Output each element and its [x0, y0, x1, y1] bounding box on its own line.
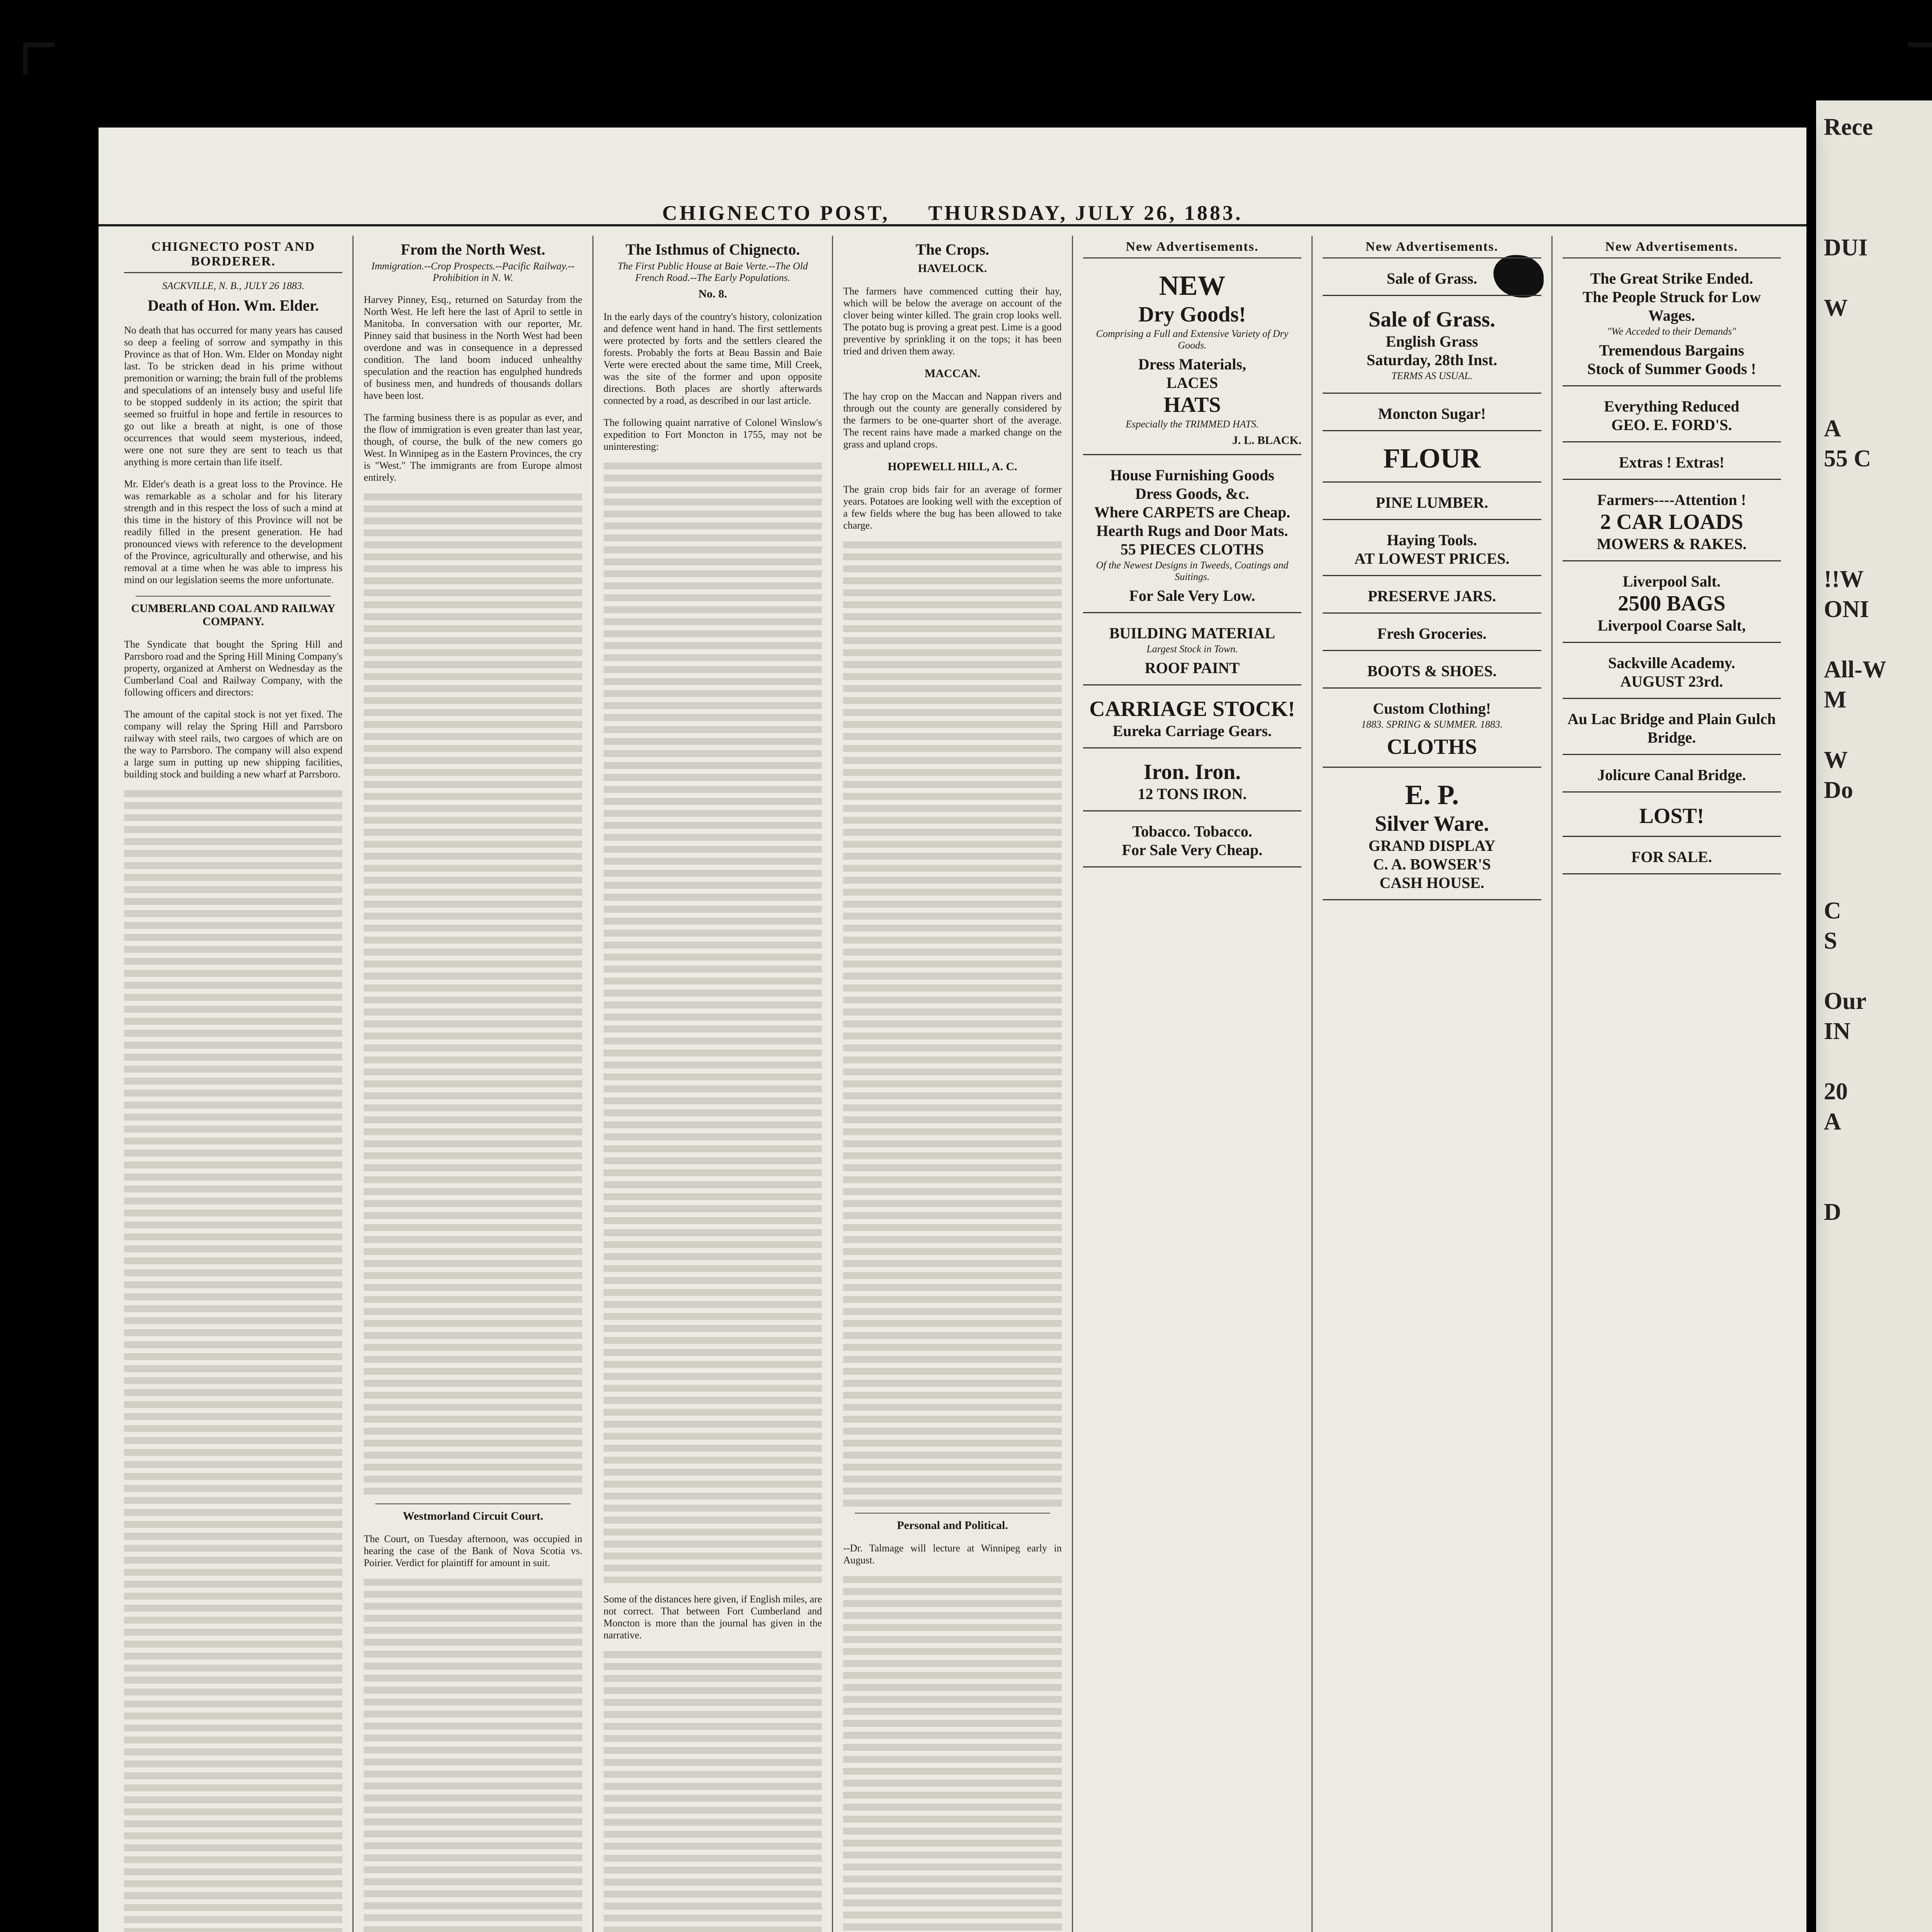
- advertisement-moncton-sugar: [1323, 401, 1541, 431]
- divider: [375, 1503, 570, 1504]
- ad-headline: PRESERVE JARS.: [1367, 587, 1496, 605]
- ad-headline: Hearth Rugs and Door Mats.: [1096, 522, 1288, 539]
- advertisement-iron: [1083, 755, 1301, 811]
- ad-headline: Au Lac Bridge and Plain Gulch Bridge.: [1567, 710, 1776, 746]
- section-place: HAVELOCK.: [918, 262, 987, 275]
- article-paragraph: The Court, on Tuesday afternoon, was occupied in hearing the case of the Bank of Nova Scotia vs. Poirier. Verdict for plaintiff for amount in suit.: [364, 1533, 582, 1568]
- article-paragraph: The farmers have commenced cutting their hay, which will be below the average on account of the clover being winter killed. The grain crop looks well. The potato bug is proving a great pest. Lime is a good preventive by sprinkling it on the tops; it has been tried and driven them away.: [843, 286, 1062, 357]
- advertisement-house-furnishing: [1083, 462, 1301, 613]
- column-1: [114, 236, 354, 1932]
- article-paragraph: The Syndicate that bought the Spring Hill and Parrsboro road and the Spring Hill Mining Company's property, organized at Amherst on Wednesday as the Cumberland Coal and Railway Company, with the following officers and directors:: [124, 639, 343, 698]
- advertisement-silver-ware: [1323, 775, 1541, 900]
- article-number: No. 8.: [698, 287, 727, 300]
- ad-subline: The People Struck for Low Wages.: [1582, 288, 1761, 324]
- ad-subline: C. A. BOWSER'S: [1373, 855, 1491, 873]
- column-5: [1073, 236, 1313, 1932]
- column-header: New Advertisements.: [1083, 236, 1301, 259]
- advertisement-sale-of-grass-2: [1323, 303, 1541, 394]
- text-block: [124, 790, 342, 1932]
- article-paragraph: Mr. Elder's death is a great loss to the Province. He was remarkable as a scholar and for his literary strength and in this respect the loss of such a mind at this time in the history of this Province will not be readily filled in the present generation. He had pronounced views with reference to the development of the Province, agriculturally and otherwise, and his removal at a time when he was able to impress his mind on our legislation seems the more unfortunate.: [124, 478, 343, 585]
- article-paragraph: The hay crop on the Maccan and Nappan rivers and through out the county are generally considered by the farmers to be one-quarter short of the average. The recent rains have made a marked change on the grass and upland crops.: [843, 391, 1062, 450]
- ad-subline: Comprising a Full and Extensive Variety of Dry Goods.: [1096, 328, 1289, 351]
- registration-mark-top-right: [1908, 43, 1932, 74]
- ad-headline: Iron. Iron.: [1143, 760, 1241, 784]
- ad-headline: BUILDING MATERIAL: [1109, 624, 1276, 642]
- article-paragraph: Harvey Pinney, Esq., returned on Saturday from the North West. He left here the last of April to settle in Manitoba. In conversation with our reporter, Mr. Pinney said that business in the North West had been overdone and was in consequence in a depressed condition. The land boom induced unhealthy speculation and the reaction has engulphed hundreds of business men, and hundreds of thousands dollars have been lost.: [364, 294, 582, 401]
- ad-signature: J. L. BLACK.: [1232, 434, 1302, 447]
- ad-headline: House Furnishing Goods: [1110, 466, 1274, 484]
- paper-name: CHIGNECTO POST AND BORDERER.: [124, 236, 342, 273]
- advertisement-building-material: [1083, 620, 1301, 685]
- article-title: CUMBERLAND COAL AND RAILWAY COMPANY.: [131, 602, 336, 628]
- dateline: SACKVILLE, N. B., JULY 26 1883.: [162, 280, 304, 291]
- ad-headline: Extras ! Extras!: [1619, 454, 1725, 471]
- ad-headline: LACES: [1166, 374, 1218, 391]
- advertisement-fresh-groceries: [1323, 621, 1541, 651]
- section-place: HOPEWELL HILL, A. C.: [888, 460, 1017, 473]
- ad-headline: 2 CAR LOADS: [1600, 510, 1743, 534]
- column-4: [833, 236, 1073, 1932]
- ad-headline: E. P.: [1405, 779, 1459, 810]
- ad-headline: Dry Goods!: [1138, 303, 1246, 327]
- ad-headline: For Sale Very Low.: [1129, 587, 1255, 604]
- ad-headline: FOR SALE.: [1631, 848, 1712, 866]
- ad-subline: 1883. SPRING & SUMMER. 1883.: [1361, 719, 1503, 730]
- masthead: [99, 201, 1806, 226]
- ad-headline: 55 PIECES CLOTHS: [1120, 541, 1264, 558]
- ad-headline: BOOTS & SHOES.: [1367, 662, 1497, 680]
- columns: [114, 236, 1791, 1932]
- advertisement-liverpool-salt: [1563, 568, 1781, 643]
- text-block: [604, 463, 822, 1583]
- ad-headline: Sale of Grass.: [1368, 308, 1495, 332]
- article-paragraph: The following quaint narrative of Colonel Winslow's expedition to Fort Moncton in 1755, may not be uninteresting:: [603, 417, 822, 452]
- article-subtitle: Immigration.--Crop Prospects.--Pacific Railway.--Prohibition in N. W.: [371, 260, 575, 283]
- ad-headline: Sale of Grass.: [1386, 270, 1478, 287]
- registration-mark-top-left: [23, 43, 55, 74]
- text-block: [364, 493, 582, 1498]
- ad-subline: For Sale Very Cheap.: [1122, 841, 1263, 859]
- ad-subline: 12 TONS IRON.: [1138, 785, 1247, 803]
- ad-headline: FLOUR: [1383, 443, 1481, 474]
- ad-subline: GRAND DISPLAY: [1368, 837, 1496, 854]
- advertisement-preserve-jars: [1323, 583, 1541, 614]
- article-paragraph: The farming business there is as popular as ever, and the flow of immigration is even greater than last year, though, of course, the bulk of the new comers go West. In Winnipeg as in the Eastern Provinces, the cry is "West." The immigrants are from Europe almost entirely.: [364, 412, 582, 483]
- advertisement-au-lac-bridge: [1563, 706, 1781, 755]
- ad-subline: AUGUST 23rd.: [1620, 673, 1723, 690]
- ad-headline: Dress Goods, &c.: [1135, 485, 1249, 502]
- ad-headline: Tremendous Bargains: [1599, 342, 1744, 359]
- ad-headline: Silver Ware.: [1375, 812, 1489, 836]
- ad-subline: Saturday, 28th Inst.: [1366, 351, 1497, 369]
- advertisement-dry-goods: [1083, 265, 1301, 455]
- column-2: [354, 236, 593, 1932]
- ad-headline: Where CARPETS are Cheap.: [1094, 503, 1291, 521]
- advertisement-sale-of-grass: [1323, 265, 1541, 296]
- advertisement-pine-lumber: [1323, 490, 1541, 520]
- section-place: MACCAN.: [924, 367, 981, 380]
- column-6: [1313, 236, 1552, 1932]
- ad-headline: LOST!: [1639, 804, 1704, 828]
- ad-subline: Liverpool Coarse Salt,: [1597, 617, 1746, 634]
- advertisement-for-sale: [1563, 844, 1781, 874]
- ad-headline: Fresh Groceries.: [1377, 625, 1487, 642]
- article-paragraph: In the early days of the country's history, colonization and defence went hand in hand. The first settlements were protected by forts and the settlers cleared the forests. Probably the forts at Beau Bassin and Baie Verte were erected about the same time, Mill Creek, was the site of the former and upon opposite directions. Both places are shortly afterwards connected by a road, as described in our last article.: [603, 311, 822, 406]
- advertisement-jolicure-bridge: [1563, 762, 1781, 793]
- ad-terms: TERMS AS USUAL.: [1391, 370, 1473, 381]
- ad-headline: Everything Reduced: [1604, 398, 1740, 415]
- ad-headline: Dress Materials,: [1138, 355, 1246, 373]
- ad-subline: GEO. E. FORD'S.: [1611, 416, 1732, 434]
- ad-subline: CASH HOUSE.: [1379, 874, 1485, 891]
- article-paragraph: The grain crop bids fair for an average of former years. Potatoes are looking well with the exception of a few fields where the bug has been allowed to take charge.: [843, 484, 1062, 531]
- article-title: Death of Hon. Wm. Elder.: [148, 297, 319, 314]
- article-paragraph: --Dr. Talmage will lecture at Winnipeg early in August.: [843, 1543, 1062, 1566]
- advertisement-everything-reduced: [1563, 393, 1781, 442]
- ad-headline: Eureka Carriage Gears.: [1112, 722, 1272, 740]
- advertisement-farmers-attention: [1563, 487, 1781, 561]
- ad-headline: CLOTHS: [1387, 735, 1477, 759]
- text-block: [364, 1579, 582, 1932]
- ad-headline: NEW: [1159, 270, 1226, 301]
- advertisement-tobacco: [1083, 818, 1301, 867]
- advertisement-sackville-academy: [1563, 650, 1781, 699]
- ad-headline: HATS: [1163, 393, 1221, 417]
- column-header: New Advertisements.: [1323, 236, 1541, 259]
- adjacent-page-text: Rece DUI W A 55 C !!W ONI All-W M W Do C S Our IN 20 A D: [1824, 114, 1886, 1225]
- advertisement-lost: [1563, 799, 1781, 837]
- ad-headline: PINE LUMBER.: [1376, 494, 1488, 511]
- column-7: [1553, 236, 1791, 1932]
- column-3: [594, 236, 833, 1932]
- adjacent-page-edge: [1816, 100, 1932, 1932]
- article-title: The Crops.: [915, 241, 990, 258]
- article-paragraph: The amount of the capital stock is not yet fixed. The company will relay the Spring Hill and Parrsboro railway with steel rails, two cargoes of which are on the way to Parrsboro. The company will also expend a large sum in putting up new shipping facilities, building stock and building a new wharf at Parrsboro.: [124, 709, 343, 780]
- article-title: Personal and Political.: [897, 1519, 1008, 1532]
- ad-headline: 2500 BAGS: [1617, 592, 1726, 616]
- ad-headline: The Great Strike Ended.: [1590, 270, 1753, 287]
- ad-headline: Tobacco. Tobacco.: [1132, 823, 1252, 840]
- text-block: [843, 1576, 1061, 1932]
- ad-subline: Stock of Summer Goods !: [1587, 360, 1756, 378]
- article-title: The Isthmus of Chignecto.: [625, 241, 800, 258]
- newspaper-page: [99, 128, 1806, 1932]
- ad-headline: Liverpool Salt.: [1622, 573, 1721, 590]
- advertisement-extras: [1563, 449, 1781, 480]
- ad-subline: "We Acceded to their Demands": [1607, 326, 1736, 337]
- article-title: Westmorland Circuit Court.: [403, 1510, 543, 1522]
- ad-headline: ROOF PAINT: [1145, 659, 1240, 677]
- advertisement-carriage-stock: [1083, 692, 1301, 748]
- ad-headline: MOWERS & RAKES.: [1597, 535, 1747, 553]
- masthead-date: THURSDAY, JULY 26, 1883.: [928, 201, 1243, 224]
- advertisement-great-strike: [1563, 265, 1781, 386]
- text-block: [843, 541, 1061, 1507]
- divider: [855, 1513, 1050, 1514]
- article-subtitle: The First Public House at Baie Verte.--The Old French Road.--The Early Populations.: [617, 260, 808, 283]
- column-header: New Advertisements.: [1563, 236, 1781, 259]
- ad-headline: Jolicure Canal Bridge.: [1597, 766, 1746, 784]
- masthead-title: CHIGNECTO POST,: [662, 201, 890, 224]
- ad-subline: Largest Stock in Town.: [1146, 643, 1238, 655]
- ad-headline: Farmers----Attention !: [1597, 491, 1746, 509]
- advertisement-haying-tools: [1323, 527, 1541, 576]
- text-block: [604, 1651, 822, 1932]
- ad-headline: Haying Tools.: [1387, 531, 1477, 549]
- ad-headline: Sackville Academy.: [1608, 654, 1735, 672]
- ad-headline: CARRIAGE STOCK!: [1089, 697, 1295, 721]
- article-paragraph: No death that has occurred for many years has caused so deep a feeling of sorrow and sympathy in this Province as that of Hon. Wm. Elder on Monday night last. To be stricken dead in his prime without premonition or warning; the brain full of the problems and speculations of an intensely busy and useful life to be stopped suddenly in its action; the spirit that seemed so fruitful in hope and fertile in resources to go out like a breath at night, is one of those occurrences that would seem mysterious, indeed, were one not sure they are sent to teach us that anything is more certain than life itself.: [124, 325, 343, 468]
- ad-headline: Moncton Sugar!: [1378, 405, 1486, 422]
- ad-subline: Especially the TRIMMED HATS.: [1126, 418, 1259, 430]
- advertisement-flour: [1323, 438, 1541, 483]
- divider: [136, 596, 331, 597]
- ad-headline: Custom Clothing!: [1373, 700, 1491, 717]
- article-title: From the North West.: [401, 241, 546, 258]
- ad-subline: Of the Newest Designs in Tweeds, Coatings and Suitings.: [1096, 560, 1289, 582]
- ad-subline: English Grass: [1386, 333, 1478, 350]
- article-paragraph: Some of the distances here given, if English miles, are not correct. That between Fort Cumberland and Moncton is more than the journal has given in the narrative.: [603, 1594, 822, 1641]
- ad-subline: AT LOWEST PRICES.: [1354, 550, 1510, 567]
- advertisement-custom-clothing: [1323, 696, 1541, 768]
- advertisement-boots-shoes: [1323, 658, 1541, 689]
